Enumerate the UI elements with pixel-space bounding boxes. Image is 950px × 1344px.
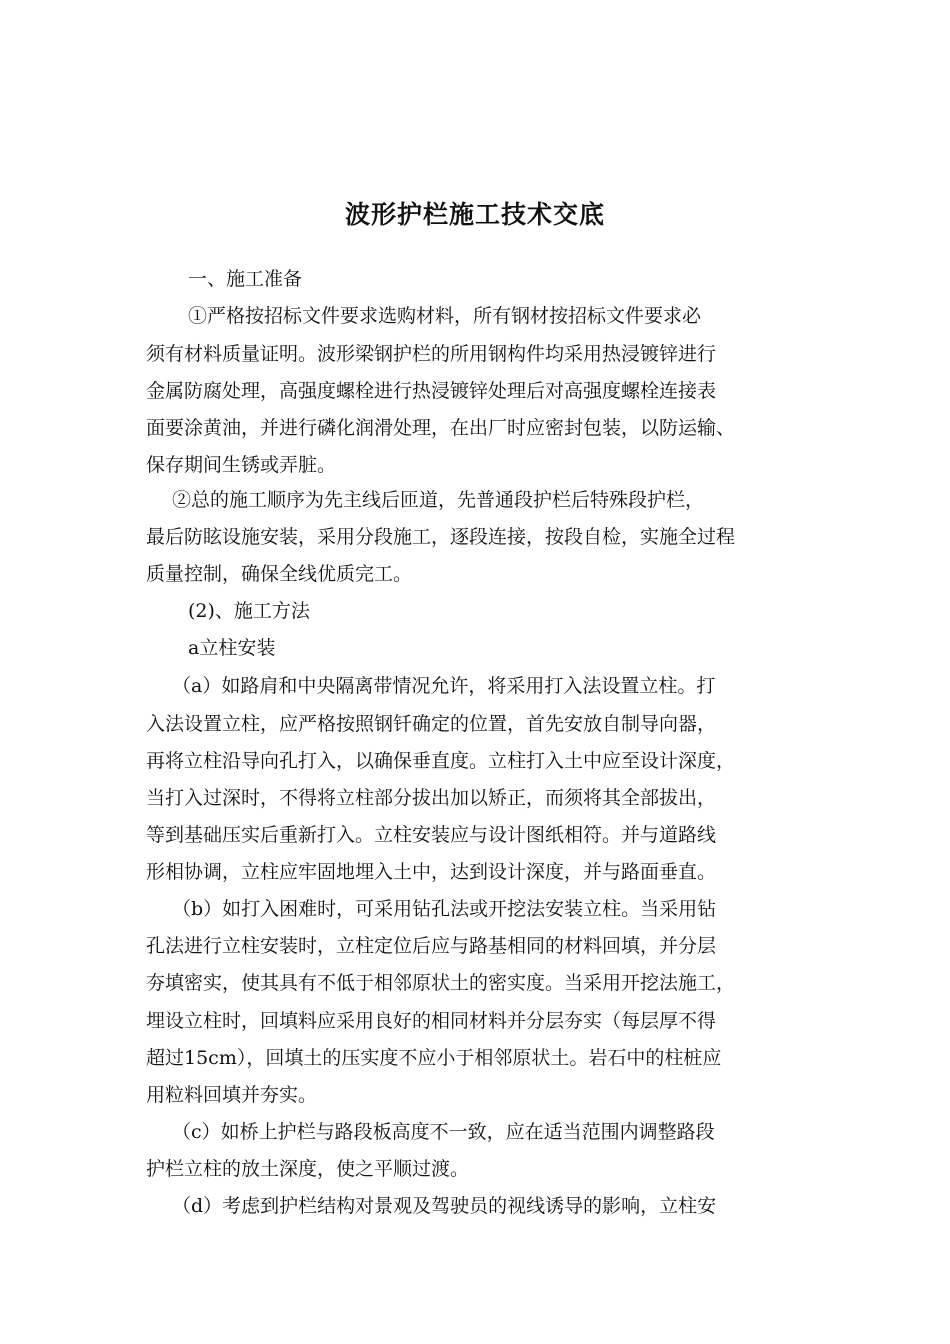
paragraph-line: 用粒料回填并夯实。 xyxy=(146,1084,318,1106)
paragraph-line: 超过15cm），回填土的压实度不应小于相邻原状土。岩石中的柱桩应 xyxy=(146,1047,722,1069)
paragraph-line: 金属防腐处理，高强度螺栓进行热浸镀锌处理后对高强度螺栓连接表 xyxy=(146,380,717,402)
paragraph-line: （b）如打入困难时，可采用钻孔法或开挖法安装立柱。当采用钻 xyxy=(172,898,717,920)
paragraph-line: ①严格按招标文件要求选购材料，所有钢材按招标文件要求必 xyxy=(188,305,702,327)
paragraph-line: 夯填密实，使其具有不低于相邻原状土的密实度。当采用开挖法施工， xyxy=(146,972,736,994)
paragraph-line: （d）考虑到护栏结构对景观及驾驶员的视线诱导的影响，立柱安 xyxy=(172,1195,717,1217)
document-title: 波形护栏施工技术交底 xyxy=(344,200,605,229)
paragraph-line: 保存期间生锈或弄脏。 xyxy=(146,454,337,476)
paragraph-line: 护栏立柱的放土深度，使之平顺过渡。 xyxy=(146,1158,470,1180)
paragraph-line: 形相协调，立柱应牢固地埋入土中，达到设计深度，并与路面垂直。 xyxy=(146,861,717,883)
subsection-heading-post-install: a立柱安装 xyxy=(188,637,276,659)
paragraph-line: 孔法进行立柱安装时，立柱定位后应与路基相同的材料回填，并分层 xyxy=(146,935,717,957)
paragraph-line: 面要涂黄油，并进行磷化润滑处理，在出厂时应密封包装，以防运输、 xyxy=(146,417,736,439)
paragraph-line: 最后防眩设施安装，采用分段施工，逐段连接，按段自检，实施全过程 xyxy=(146,526,736,548)
paragraph-line: （c）如桥上护栏与路段板高度不一致，应在适当范围内调整路段 xyxy=(172,1121,715,1143)
section-heading-preparation: 一、施工准备 xyxy=(188,268,303,290)
paragraph-line: 当打入过深时，不得将立柱部分拔出加以矫正，而须将其全部拔出， xyxy=(146,787,717,809)
paragraph-line: 埋设立柱时，回填料应采用良好的相同材料并分层夯实（每层厚不得 xyxy=(146,1010,717,1032)
paragraph-line: ②总的施工顺序为先主线后匝道，先普通段护栏后特殊段护栏， xyxy=(172,489,705,511)
paragraph-line: 等到基础压实后重新打入。立柱安装应与设计图纸相符。并与道路线 xyxy=(146,824,717,846)
paragraph-line: 入法设置立柱，应严格按照钢钎确定的位置，首先安放自制导向器， xyxy=(146,713,717,735)
section-heading-method: (2)、施工方法 xyxy=(188,600,310,622)
paragraph-line: 再将立柱沿导向孔打入，以确保垂直度。立柱打入土中应至设计深度， xyxy=(146,750,736,772)
paragraph-line: 须有材料质量证明。波形梁钢护栏的所用钢构件均采用热浸镀锌进行 xyxy=(146,343,717,365)
paragraph-line: （a）如路肩和中央隔离带情况允许，将采用打入法设置立柱。打 xyxy=(172,675,716,697)
paragraph-line: 质量控制，确保全线优质完工。 xyxy=(146,563,413,585)
